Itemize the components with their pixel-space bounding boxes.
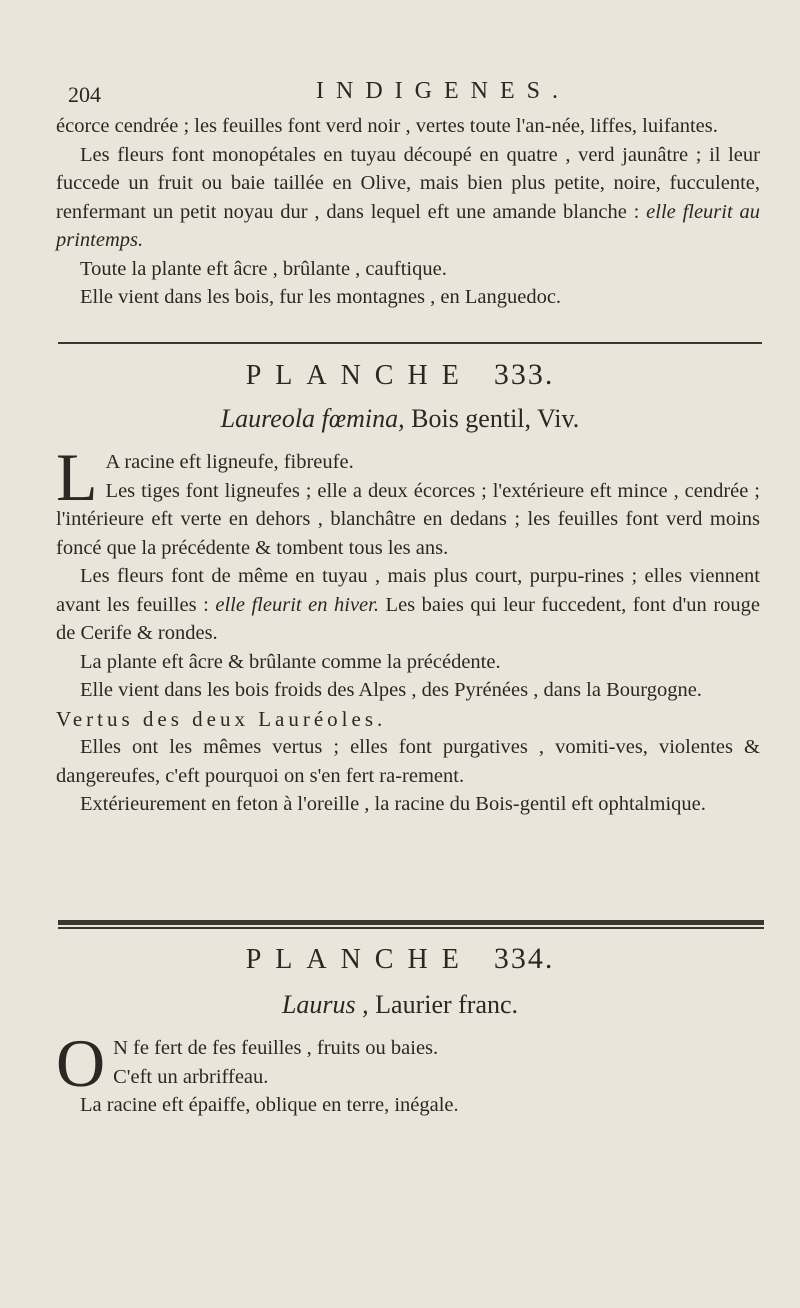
paragraph: O N fe fert de fes feuilles , fruits ou baies. xyxy=(56,1025,439,1101)
latin-name: Laurus , xyxy=(281,990,369,1019)
italic-note: elle fleurit au printemps. xyxy=(56,200,760,251)
paragraph: Les fleurs font de même en tuyau , mais plus court, purpu-rines ; elles viennent avant les feuilles : elle fleurit en hiver. Les baies qui leur fuccedent, font d'un rouge de Cerife & rondes. xyxy=(56,565,761,644)
section-continued-text xyxy=(56,112,760,312)
plate-334-subtitle xyxy=(0,990,800,1020)
plate-333-subtitle xyxy=(0,404,800,434)
paragraph: Extérieurement en feton à l'oreille , la racine du Bois-gentil eft ophtalmique. xyxy=(80,793,706,815)
latin-name: Laureola fœmina, xyxy=(220,404,405,433)
plate-334-heading: PLANCHE 334. xyxy=(245,942,555,975)
paragraph: Les tiges font ligneufes ; elle a deux écorces ; l'extérieure eft mince , cendrée ; l'intérieure eft verte en dehors , blanchâtre en dedans ; les feuilles font verd moins foncé que la précédente & tombent tous les ans. xyxy=(56,479,760,559)
paragraph: Les fleurs font monopétales en tuyau découpé en quatre , verd jaunâtre ; il leur fuccede un fruit ou baie taillée en Olive, mais bien plus petite, noire, fucculente, renfermant un petit noyau dur , dans lequel eft une amande blanche : elle fleurit au printemps. xyxy=(56,143,760,251)
paragraph: Elle vient dans les bois froids des Alpes , des Pyrénées , dans la Bourgogne. xyxy=(80,679,702,701)
virtues-heading: Vertus des deux Lauréoles. xyxy=(56,706,387,731)
paragraph: C'eft un arbriffeau. xyxy=(113,1065,269,1088)
common-name: Bois gentil, Viv. xyxy=(411,404,580,433)
plate-333-text xyxy=(56,439,761,819)
running-title: INDIGENES. xyxy=(316,78,570,104)
common-name: Laurier franc. xyxy=(375,990,519,1019)
paragraph: Toute la plante eft âcre , brûlante , cauftique. xyxy=(80,257,447,280)
page-header xyxy=(68,78,760,112)
paragraph: Elle vient dans les bois, fur les montagnes , en Languedoc. xyxy=(80,286,562,308)
drop-cap: O xyxy=(56,1025,106,1101)
plate-333-heading: PLANCHE 333. xyxy=(245,358,555,391)
plate-334-text xyxy=(56,1025,760,1120)
paragraph: écorce cendrée ; les feuilles font verd noir , vertes toute l'an-née, liffes, luifantes. xyxy=(56,115,718,137)
paragraph: La racine eft épaiffe, oblique en terre, inégale. xyxy=(80,1094,459,1116)
paragraph: L A racine eft ligneufe, fibreufe. xyxy=(56,439,354,515)
section-divider-double xyxy=(58,920,764,929)
paragraph: La plante eft âcre & brûlante comme la précédente. xyxy=(80,650,501,673)
page-number: 204 xyxy=(68,82,101,107)
drop-cap: L xyxy=(56,439,98,515)
paragraph: Elles ont les mêmes vertus ; elles font purgatives , vomiti-ves, violentes & dangereufes, c'eft pourquoi on s'en fert ra-rement. xyxy=(56,736,760,787)
section-divider xyxy=(58,342,762,344)
